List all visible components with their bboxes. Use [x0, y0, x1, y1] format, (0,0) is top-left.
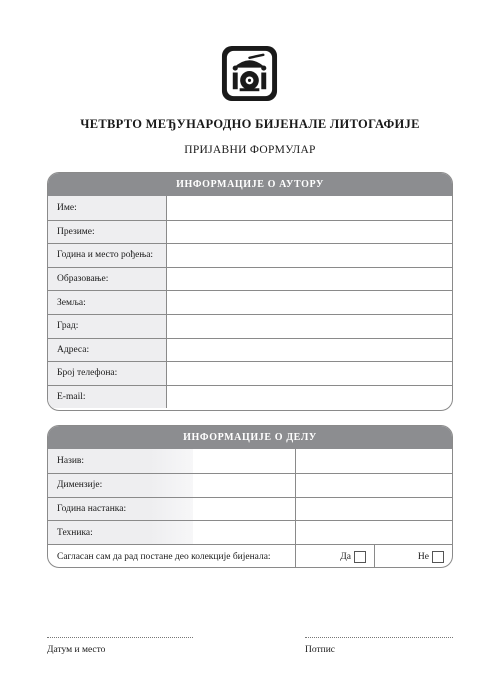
phone-field[interactable]: [167, 362, 452, 385]
field-label: Назив:: [48, 449, 193, 473]
author-row-phone: [48, 361, 452, 385]
field-label: Земља:: [48, 291, 167, 314]
form-subtitle: ПРИЈАВНИ ФОРМУЛАР: [184, 144, 316, 156]
author-section-heading: ИНФОРМАЦИЈЕ О АУТОРУ: [48, 173, 452, 196]
author-row-birth: [48, 243, 452, 267]
consent-yes-checkbox[interactable]: [354, 551, 366, 563]
consent-label: Сагласан сам да рад постане део колекције бијенала:: [48, 545, 296, 568]
consent-no-checkbox[interactable]: [432, 551, 444, 563]
field-label: Адреса:: [48, 339, 167, 362]
education-field[interactable]: [167, 268, 452, 291]
author-row-education: [48, 267, 452, 291]
author-row-email: [48, 385, 452, 409]
title-field-extra[interactable]: [296, 449, 452, 473]
field-label: Година и место рођења:: [48, 244, 167, 267]
field-label: Година настанка:: [48, 498, 193, 521]
title-field[interactable]: [193, 449, 296, 473]
field-label: Име:: [48, 196, 167, 220]
page-title: ЧЕТВРТО МЕЂУНАРОДНО БИЈЕНАЛЕ ЛИТОГАФИЈЕ: [80, 117, 420, 131]
work-info-section: [47, 425, 453, 568]
author-row-country: [48, 290, 452, 314]
consent-yes-option[interactable]: [296, 545, 375, 568]
technique-field-extra[interactable]: [296, 521, 452, 544]
work-row-title: [48, 449, 452, 473]
field-label: Димензије:: [48, 474, 193, 497]
author-row-city: [48, 314, 452, 338]
field-label: Број телефона:: [48, 362, 167, 385]
author-row-address: [48, 338, 452, 362]
first-name-field[interactable]: [167, 196, 452, 220]
field-label: Презиме:: [48, 221, 167, 244]
field-label: Техника:: [48, 521, 193, 544]
address-field[interactable]: [167, 339, 452, 362]
work-row-technique: [48, 520, 452, 544]
work-row-year: [48, 497, 452, 521]
signature-label: Потпис: [305, 645, 336, 655]
date-place-label: Датум и место: [47, 645, 106, 655]
email-field[interactable]: [167, 386, 452, 409]
author-info-section: [47, 172, 453, 411]
litography-press-logo-icon: [220, 44, 279, 103]
work-section-heading: ИНФОРМАЦИЈЕ О ДЕЛУ: [48, 426, 452, 449]
consent-no-label: Не: [417, 551, 429, 562]
date-place-line[interactable]: [47, 637, 193, 638]
signature-line[interactable]: [305, 637, 453, 638]
birth-year-place-field[interactable]: [167, 244, 452, 267]
consent-no-option[interactable]: [375, 545, 452, 568]
author-row-last-name: [48, 220, 452, 244]
country-field[interactable]: [167, 291, 452, 314]
creation-year-field-extra[interactable]: [296, 498, 452, 521]
creation-year-field[interactable]: [193, 498, 296, 521]
consent-row: [48, 544, 452, 568]
field-label: Образовање:: [48, 268, 167, 291]
consent-yes-label: Да: [340, 551, 351, 562]
field-label: Град:: [48, 315, 167, 338]
last-name-field[interactable]: [167, 221, 452, 244]
technique-field[interactable]: [193, 521, 296, 544]
work-row-dimensions: [48, 473, 452, 497]
city-field[interactable]: [167, 315, 452, 338]
dimensions-field-extra[interactable]: [296, 474, 452, 497]
field-label: E-mail:: [48, 386, 167, 409]
author-row-first-name: [48, 196, 452, 220]
dimensions-field[interactable]: [193, 474, 296, 497]
